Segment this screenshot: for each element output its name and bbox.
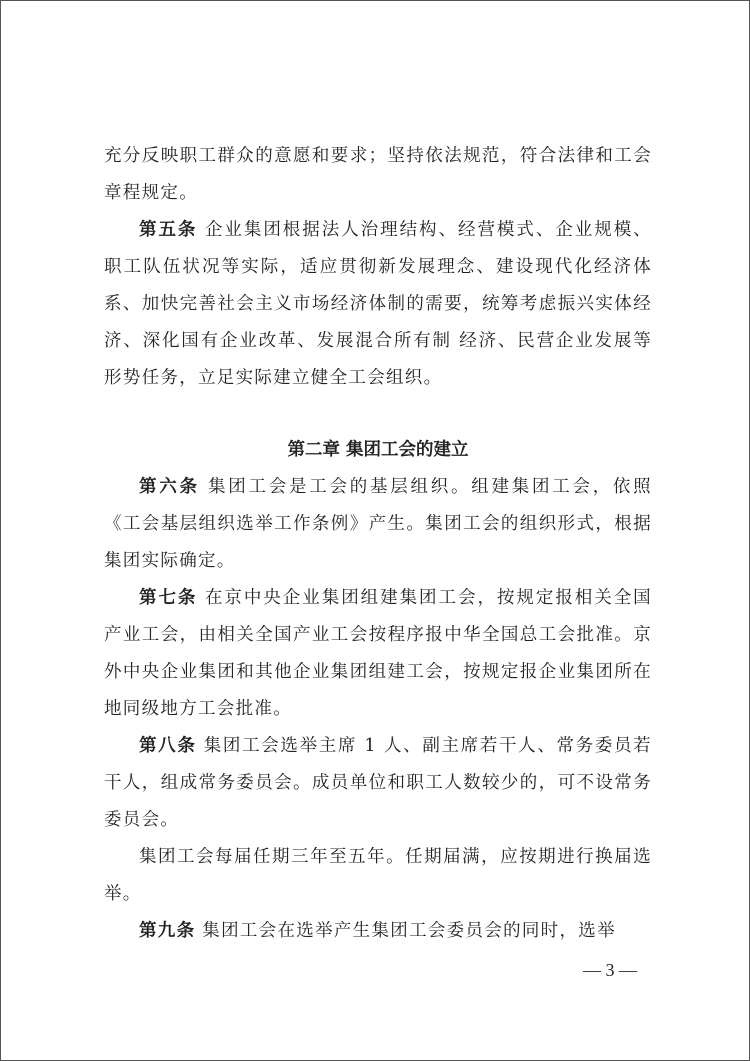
article-5-label: 第五条 bbox=[139, 220, 198, 240]
page-number: — 3 — bbox=[583, 960, 637, 980]
article-6-text: 集团工会是工会的基层组织。组建集团工会，依照《工会基层组织选举工作条例》产生。集团工会的组织形式，根据集团实际确定。 bbox=[104, 477, 652, 571]
article-6-label: 第六条 bbox=[139, 477, 200, 497]
article-8-label: 第八条 bbox=[139, 736, 197, 756]
article-5 bbox=[104, 212, 652, 397]
article-9 bbox=[104, 913, 652, 950]
article-8 bbox=[104, 728, 652, 839]
article-7 bbox=[104, 580, 652, 728]
article-9-text: 集团工会在选举产生集团工会委员会的同时，选举 bbox=[202, 921, 616, 941]
paragraph-continuation: 充分反映职工群众的意愿和要求；坚持依法规范，符合法律和工会章程规定。 bbox=[104, 146, 652, 203]
article-7-text: 在京中央企业集团组建集团工会，按规定报相关全国产业工会，由相关全国产业工会按程序报中华全国总工会批准。京外中央企业集团和其他企业集团组建工会，按规定报企业集团所在地同级地方工会批准。 bbox=[104, 588, 652, 719]
article-8-text: 集团工会选举主席 1 人、副主席若干人、常务委员若干人，组成常务委员会。成员单位和职工人数较少的，可不设常务委员会。 bbox=[104, 736, 652, 830]
article-7-label: 第七条 bbox=[139, 588, 198, 608]
document-body bbox=[104, 138, 652, 950]
article-8-paragraph-2: 集团工会每届任期三年至五年。任期届满，应按期进行换届选举。 bbox=[104, 847, 652, 904]
article-9-label: 第九条 bbox=[139, 921, 196, 941]
chapter-heading: 第二章 集团工会的建立 bbox=[287, 440, 469, 460]
article-6 bbox=[104, 469, 652, 580]
article-5-text: 企业集团根据法人治理结构、经营模式、企业规模、职工队伍状况等实际，适应贯彻新发展理念、建设现代化经济体系、加快完善社会主义市场经济体制的需要，统筹考虑振兴实体经济、深化国有企业改革、发展混合所有制 经济、民营企业发展等形势任务，立足实际建立健全工会组织。 bbox=[104, 220, 652, 388]
